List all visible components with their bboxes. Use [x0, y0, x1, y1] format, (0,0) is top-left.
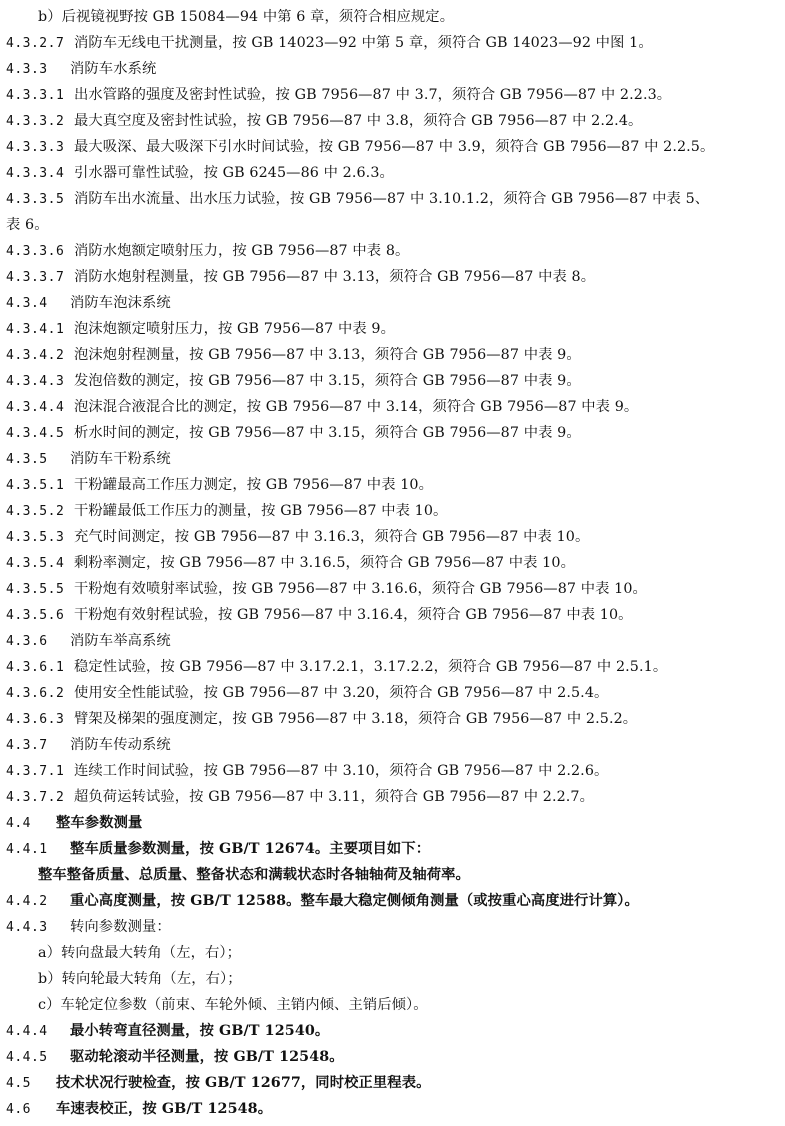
clause-text: 重心高度测量，按 GB/T 12588。整车最大稳定侧倾角测量（或按重心高度进行计算）。	[70, 893, 639, 909]
clause-number: 4.3.2.7	[6, 36, 65, 51]
section-number: 4.6	[6, 1102, 31, 1117]
clause-number: 4.3.4.5	[6, 426, 65, 441]
clause-number: 4.3.3.5	[6, 192, 65, 207]
clause-text: 出水管路的强度及密封性试验，按 GB 7956—87 中 3.7，须符合 GB 7956—87 中 2.2.3。	[74, 87, 672, 103]
clause-number: 4.3.3.6	[6, 244, 65, 259]
clause-number: 4.3.4.2	[6, 348, 65, 363]
section-heading	[0, 628, 785, 654]
clause-line	[0, 186, 785, 212]
clause-number: 4.3.6.3	[6, 712, 65, 727]
clause-number: 4.3.3.2	[6, 114, 65, 129]
clause-text: 干粉罐最高工作压力测定，按 GB 7956—87 中表 10。	[74, 477, 434, 493]
clause-text: 整车质量参数测量，按 GB/T 12674。主要项目如下：	[70, 841, 431, 857]
clause-text: 泡沫混合液混合比的测定，按 GB 7956—87 中 3.14，须符合 GB 7956—87 中表 9。	[74, 399, 639, 415]
section-number: 4.4	[6, 816, 31, 831]
clause-number: 4.3.3.1	[6, 88, 65, 103]
section-heading	[0, 1096, 785, 1122]
clause-number: 4.3.5.6	[6, 608, 65, 623]
clause-text: 连续工作时间试验，按 GB 7956—87 中 3.10，须符合 GB 7956—87 中 2.2.6。	[74, 763, 609, 779]
clause-text: 引水器可靠性试验，按 GB 6245—86 中 2.6.3。	[74, 165, 394, 181]
list-item-text: a）转向盘最大转角（左，右）；	[38, 945, 242, 961]
section-title: 车速表校正，按 GB/T 12548。	[56, 1101, 273, 1117]
clause-line	[0, 680, 785, 706]
clause-line	[0, 706, 785, 732]
section-heading	[0, 1070, 785, 1096]
clause-line	[0, 914, 785, 940]
clause-line	[0, 134, 785, 160]
clause-text: 表 6。	[6, 217, 49, 233]
clause-text: 消防车出水流量、出水压力试验，按 GB 7956—87 中 3.10.1.2，须符合 GB 7956—87 中表 5、	[74, 191, 710, 207]
clause-number: 4.3.7.2	[6, 790, 65, 805]
clause-text: 剩粉率测定，按 GB 7956—87 中 3.16.5，须符合 GB 7956—87 中表 10。	[74, 555, 575, 571]
section-number: 4.3.7	[6, 738, 48, 753]
section-heading	[0, 446, 785, 472]
clause-line	[0, 550, 785, 576]
clause-line	[0, 420, 785, 446]
section-title: 消防车泡沫系统	[70, 295, 171, 311]
clause-line	[0, 1044, 785, 1070]
clause-text: 整车整备质量、总质量、整备状态和满载状态时各轴轴荷及轴荷率。	[38, 867, 470, 883]
clause-text: 稳定性试验，按 GB 7956—87 中 3.17.2.1，3.17.2.2，须符合 GB 7956—87 中 2.5.1。	[74, 659, 668, 675]
clause-number: 4.3.7.1	[6, 764, 65, 779]
clause-number: 4.3.5.3	[6, 530, 65, 545]
clause-text: 发泡倍数的测定，按 GB 7956—87 中 3.15，须符合 GB 7956—87 中表 9。	[74, 373, 581, 389]
section-number: 4.3.5	[6, 452, 48, 467]
clause-number: 4.3.3.7	[6, 270, 65, 285]
clause-text: 最小转弯直径测量，按 GB/T 12540。	[70, 1023, 330, 1039]
clause-text: 消防车无线电干扰测量，按 GB 14023—92 中第 5 章，须符合 GB 14023—92 中图 1。	[74, 35, 653, 51]
clause-text: 超负荷运转试验，按 GB 7956—87 中 3.11，须符合 GB 7956—87 中 2.2.7。	[74, 789, 595, 805]
clause-line	[0, 342, 785, 368]
clause-line	[0, 316, 785, 342]
clause-line	[0, 368, 785, 394]
clause-line	[0, 498, 785, 524]
clause-line	[0, 1018, 785, 1044]
section-number: 4.3.3	[6, 62, 48, 77]
list-item	[38, 992, 783, 1018]
clause-text: 干粉罐最低工作压力的测量，按 GB 7956—87 中表 10。	[74, 503, 448, 519]
section-number: 4.5	[6, 1076, 31, 1091]
clause-line	[0, 108, 785, 134]
clause-number: 4.4.1	[6, 842, 48, 857]
clause-number: 4.3.5.4	[6, 556, 65, 571]
section-heading	[0, 56, 785, 82]
list-item	[38, 940, 783, 966]
clause-line	[0, 30, 785, 56]
clause-number: 4.3.5.5	[6, 582, 65, 597]
clause-line	[0, 524, 785, 550]
section-number: 4.3.4	[6, 296, 48, 311]
clause-text: 臂架及梯架的强度测定，按 GB 7956—87 中 3.18，须符合 GB 7956—87 中 2.5.2。	[74, 711, 638, 727]
clause-line	[0, 472, 785, 498]
clause-number: 4.3.6.2	[6, 686, 65, 701]
section-heading	[0, 290, 785, 316]
clause-line	[0, 654, 785, 680]
clause-number: 4.4.3	[6, 920, 48, 935]
clause-line	[0, 784, 785, 810]
section-heading	[0, 732, 785, 758]
clause-text: 泡沫炮射程测量，按 GB 7956—87 中 3.13，须符合 GB 7956—87 中表 9。	[74, 347, 581, 363]
clause-line	[0, 888, 785, 914]
clause-number: 4.3.4.3	[6, 374, 65, 389]
clause-text: 消防水炮射程测量，按 GB 7956—87 中 3.13，须符合 GB 7956—87 中表 8。	[74, 269, 596, 285]
clause-line	[0, 238, 785, 264]
section-title: 消防车举高系统	[70, 633, 171, 649]
clause-text: 最大吸深、最大吸深下引水时间试验，按 GB 7956—87 中 3.9，须符合 GB 7956—87 中 2.2.5。	[74, 139, 715, 155]
clause-number: 4.3.6.1	[6, 660, 65, 675]
clause-number: 4.3.3.3	[6, 140, 65, 155]
clause-line	[0, 758, 785, 784]
section-title: 技术状况行驶检查，按 GB/T 12677，同时校正里程表。	[56, 1075, 431, 1091]
clause-text: 泡沫炮额定喷射压力，按 GB 7956—87 中表 9。	[74, 321, 396, 337]
clause-line	[0, 160, 785, 186]
list-item-text: b）转向轮最大转角（左，右）；	[38, 971, 242, 987]
clause-line	[0, 602, 785, 628]
clause-line	[0, 836, 785, 862]
list-item	[38, 966, 783, 992]
section-title: 消防车传动系统	[70, 737, 171, 753]
clause-line	[0, 394, 785, 420]
clause-line	[38, 4, 783, 30]
section-number: 4.3.6	[6, 634, 48, 649]
list-item-text: c）车轮定位参数（前束、车轮外倾、主销内倾、主销后倾）。	[38, 997, 428, 1013]
clause-text: 驱动轮滚动半径测量，按 GB/T 12548。	[70, 1049, 344, 1065]
clause-text: 充气时间测定，按 GB 7956—87 中 3.16.3，须符合 GB 7956—87 中表 10。	[74, 529, 590, 545]
clause-number: 4.3.5.1	[6, 478, 65, 493]
clause-number: 4.4.2	[6, 894, 48, 909]
section-heading	[0, 810, 785, 836]
clause-text: 使用安全性能试验，按 GB 7956—87 中 3.20，须符合 GB 7956—87 中 2.5.4。	[74, 685, 609, 701]
clause-text: 干粉炮有效喷射率试验，按 GB 7956—87 中 3.16.6，须符合 GB 7956—87 中表 10。	[74, 581, 647, 597]
clause-paragraph	[38, 862, 783, 888]
section-title: 整车参数测量	[56, 815, 143, 831]
clause-line	[0, 82, 785, 108]
clause-line	[0, 576, 785, 602]
clause-number: 4.3.4.1	[6, 322, 65, 337]
clause-number: 4.4.4	[6, 1024, 48, 1039]
clause-number: 4.3.4.4	[6, 400, 65, 415]
clause-text: b）后视镜视野按 GB 15084—94 中第 6 章，须符合相应规定。	[38, 9, 455, 25]
clause-text: 消防水炮额定喷射压力，按 GB 7956—87 中表 8。	[74, 243, 410, 259]
clause-text: 最大真空度及密封性试验，按 GB 7956—87 中 3.8，须符合 GB 7956—87 中 2.2.4。	[74, 113, 643, 129]
clause-number: 4.3.5.2	[6, 504, 65, 519]
clause-line	[0, 264, 785, 290]
clause-number: 4.4.5	[6, 1050, 48, 1065]
clause-text: 析水时间的测定，按 GB 7956—87 中 3.15，须符合 GB 7956—87 中表 9。	[74, 425, 581, 441]
section-title: 消防车水系统	[70, 61, 157, 77]
section-title: 消防车干粉系统	[70, 451, 171, 467]
clause-text: 转向参数测量：	[70, 919, 171, 935]
clause-continuation	[6, 212, 785, 238]
clause-text: 干粉炮有效射程试验，按 GB 7956—87 中 3.16.4，须符合 GB 7956—87 中表 10。	[74, 607, 633, 623]
clause-number: 4.3.3.4	[6, 166, 65, 181]
